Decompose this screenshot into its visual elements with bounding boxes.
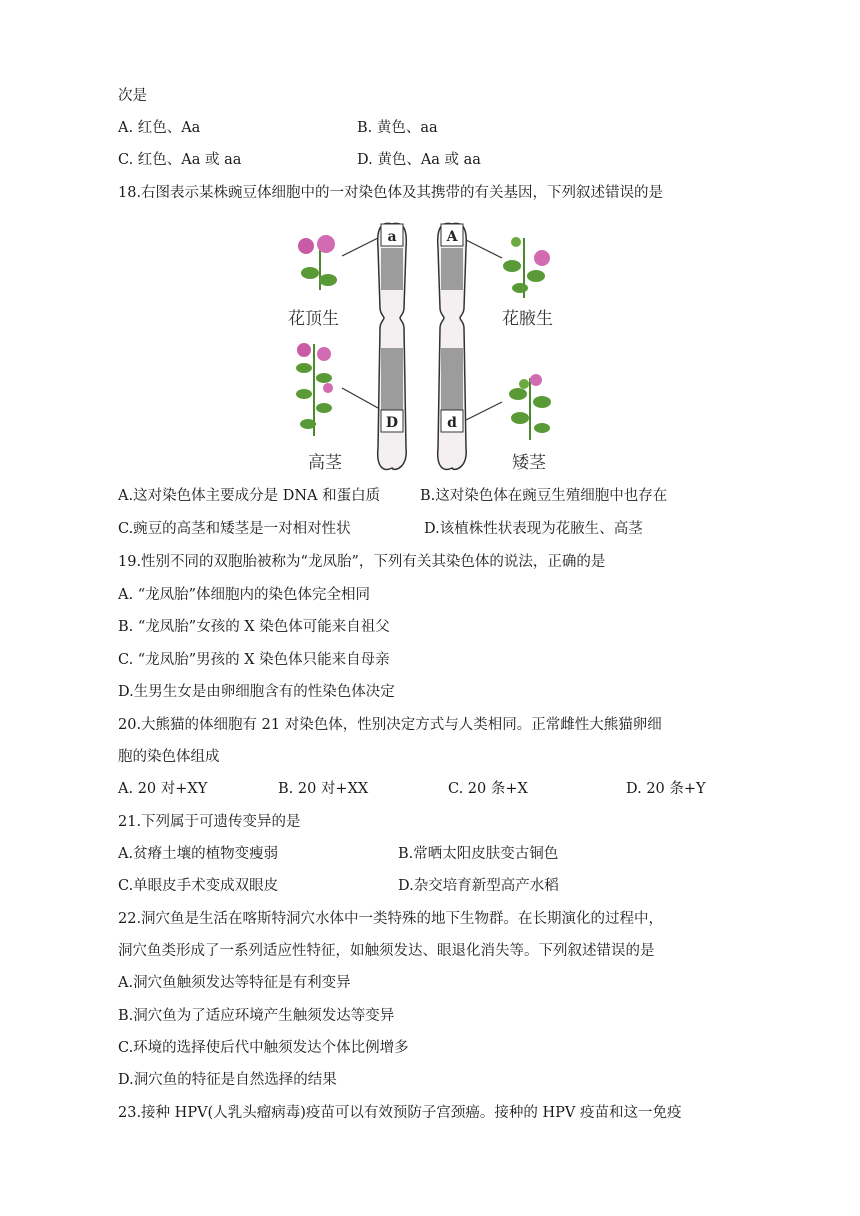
connector-bottom-right — [466, 402, 502, 420]
q20-option-a: A. 20 对+XY — [118, 781, 208, 797]
figure-label-flower-terminal: 花顶生 — [288, 309, 339, 329]
q22-stem-line2: 洞穴鱼类形成了一系列适应性特征，如触须发达、眼退化消失等。下列叙述错误的是 — [118, 943, 655, 959]
right-chromosome — [438, 223, 467, 469]
q21-option-a: A.贫瘠土壤的植物变瘦弱 — [118, 846, 279, 862]
q17-option-a: A. 红色、Aa — [118, 120, 201, 136]
q22-stem-line1: 22.洞穴鱼是生活在喀斯特洞穴水体中一类特殊的地下生物群。在长期演化的过程中， — [118, 911, 664, 927]
q19-stem: 19.性别不同的双胞胎被称为“龙凤胎”，下列有关其染色体的说法，正确的是 — [118, 554, 606, 570]
q18-option-d: D.该植株性状表现为花腋生、高茎 — [424, 521, 643, 537]
q17-stem-tail: 次是 — [118, 88, 147, 104]
figure-label-short-stem: 矮茎 — [512, 453, 546, 473]
q22-option-c: C.环境的选择使后代中触须发达个体比例增多 — [118, 1040, 409, 1056]
plant-short-stem-icon — [509, 374, 551, 440]
q18-option-c: C.豌豆的高茎和矮茎是一对相对性状 — [118, 521, 351, 537]
q21-option-d: D.杂交培育新型高产水稻 — [398, 878, 559, 894]
chromosome-figure — [280, 218, 580, 476]
q21-option-b: B.常晒太阳皮肤变古铜色 — [398, 846, 559, 862]
gene-label-a-upper: A — [446, 229, 458, 245]
gene-label-d-upper: D — [385, 415, 399, 431]
connector-top-right — [466, 240, 502, 258]
figure-label-flower-axillary: 花腋生 — [502, 309, 553, 329]
q17-option-c: C. 红色、Aa 或 aa — [118, 152, 242, 168]
plant-flower-terminal-icon — [298, 235, 337, 290]
figure-label-tall-stem: 高茎 — [308, 453, 342, 473]
chromosome-diagram — [280, 218, 580, 476]
q22-option-a: A.洞穴鱼触须发达等特征是有利变异 — [118, 975, 351, 991]
q18-option-a: A.这对染色体主要成分是 DNA 和蛋白质 — [118, 488, 381, 504]
q20-option-b: B. 20 对+XX — [278, 781, 369, 797]
q19-option-d: D.生男生女是由卵细胞含有的性染色体决定 — [118, 684, 395, 700]
q23-stem: 23.接种 HPV(人乳头瘤病毒)疫苗可以有效预防子宫颈癌。接种的 HPV 疫苗和这一免疫 — [118, 1105, 682, 1121]
q19-option-a: A. “龙凤胎”体细胞内的染色体完全相同 — [118, 587, 371, 603]
connector-bottom-left — [342, 388, 378, 408]
connector-top-left — [342, 238, 378, 256]
gene-label-a-lower: a — [387, 229, 397, 245]
q22-option-d: D.洞穴鱼的特征是自然选择的结果 — [118, 1072, 337, 1088]
q20-stem-line2: 胞的染色体组成 — [118, 749, 220, 765]
q17-option-d: D. 黄色、Aa 或 aa — [357, 152, 481, 168]
q19-option-c: C. “龙凤胎”男孩的 X 染色体只能来自母亲 — [118, 652, 390, 668]
q20-option-c: C. 20 条+X — [448, 781, 528, 797]
q20-stem-line1: 20.大熊猫的体细胞有 21 对染色体，性别决定方式与人类相同。正常雌性大熊猫卵细 — [118, 717, 662, 733]
left-chromosome — [378, 223, 407, 469]
q21-stem: 21.下列属于可遗传变异的是 — [118, 814, 301, 830]
q18-stem: 18.右图表示某株豌豆体细胞中的一对染色体及其携带的有关基因，下列叙述错误的是 — [118, 185, 664, 201]
q20-option-d: D. 20 条+Y — [626, 781, 706, 797]
q17-option-b: B. 黄色、aa — [357, 120, 438, 136]
q22-option-b: B.洞穴鱼为了适应环境产生触须发达等变异 — [118, 1008, 395, 1024]
q21-option-c: C.单眼皮手术变成双眼皮 — [118, 878, 279, 894]
plant-tall-stem-icon — [296, 343, 333, 436]
gene-label-d-lower: d — [447, 415, 457, 431]
q19-option-b: B. “龙凤胎”女孩的 X 染色体可能来自祖父 — [118, 619, 390, 635]
q18-option-b: B.这对染色体在豌豆生殖细胞中也存在 — [420, 488, 668, 504]
plant-flower-axillary-icon — [503, 237, 550, 298]
